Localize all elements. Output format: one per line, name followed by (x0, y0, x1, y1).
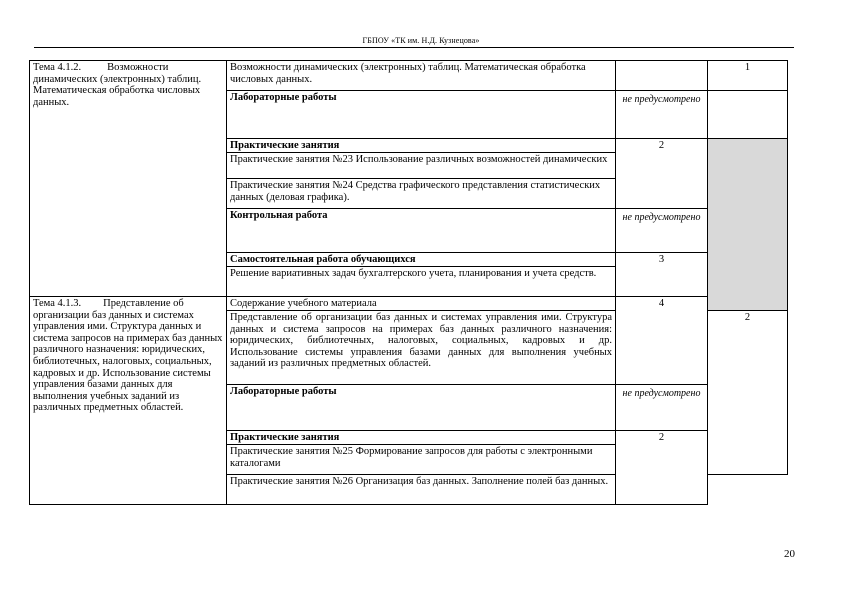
independent-title: Самостоятельная работа обучающихся (227, 253, 616, 267)
practice-item: Практические занятия №26 Организация баз данных. Заполнение полей баз данных. (227, 475, 616, 505)
practice-hours: 2 (616, 139, 708, 209)
topic-code: Тема 4.1.3. (33, 298, 82, 309)
topic-title: динамических (электронных) таблиц. Математическая обработка числовых данных. (33, 73, 202, 108)
content-title: Содержание учебного материала (227, 297, 616, 311)
curriculum-table (29, 60, 788, 505)
practice-title: Практические занятия (227, 139, 616, 153)
topic-cell (30, 297, 227, 505)
level-cell-shaded (708, 139, 788, 311)
empty-cell (708, 475, 788, 505)
practice-item: Практические занятия №25 Формирование запросов для работы с электронными каталогами (227, 445, 616, 475)
page-number: 20 (784, 548, 795, 560)
control-title: Контрольная работа (227, 209, 616, 253)
lab-title: Лабораторные работы (227, 385, 616, 431)
topic-title-first: Возможности (107, 62, 169, 73)
level-cell (708, 91, 788, 139)
hours-cell (616, 61, 708, 91)
control-hours: не предусмотрено (616, 209, 708, 253)
content-text: Представление об организации баз данных и системах управления ими. Структура данных и система запросов на примерах баз данных различного назначения: юридических, библиотечных, налоговых, социальных, кадровых и др. Использование системы управления базами данных для выполнения учебных заданий из различных предметных областей. (227, 311, 616, 385)
independent-text: Решение вариативных задач бухгалтерского учета, планирования и учета средств. (227, 267, 616, 297)
practice-item: Практические занятия №24 Средства графического представления статистических данных (деловая графика). (227, 179, 616, 209)
table-row (30, 297, 788, 311)
header-divider (34, 47, 794, 48)
content-hours: 4 (616, 297, 708, 385)
lab-hours: не предусмотрено (616, 91, 708, 139)
topic-cell (30, 61, 227, 297)
practice-title: Практические занятия (227, 431, 616, 445)
level-cell: 2 (708, 311, 788, 475)
level-cell: 1 (708, 61, 788, 91)
topic-code: Тема 4.1.2. (33, 62, 82, 73)
lab-title: Лабораторные работы (227, 91, 616, 139)
table-row (30, 61, 788, 91)
topic-title-first: Представление об (103, 298, 184, 309)
header-institution: ГБПОУ «ТК им. Н.Д. Кузнецова» (362, 36, 480, 45)
topic-title: организации баз данных и системах управления ими. Структура данных и система запросов на примерах баз данных различного назначения: юридических, библиотечных, налоговых, социальных, кадровых и др. Использование системы управления базами данных для выполнения учебных заданий из различных предметных областей. (33, 309, 223, 414)
lab-hours: не предусмотрено (616, 385, 708, 431)
content-cell: Возможности динамических (электронных) таблиц. Математическая обработка числовых данных. (227, 61, 616, 91)
practice-item: Практические занятия №23 Использование различных возможностей динамических (227, 153, 616, 179)
independent-hours: 3 (616, 253, 708, 297)
practice-hours: 2 (616, 431, 708, 505)
